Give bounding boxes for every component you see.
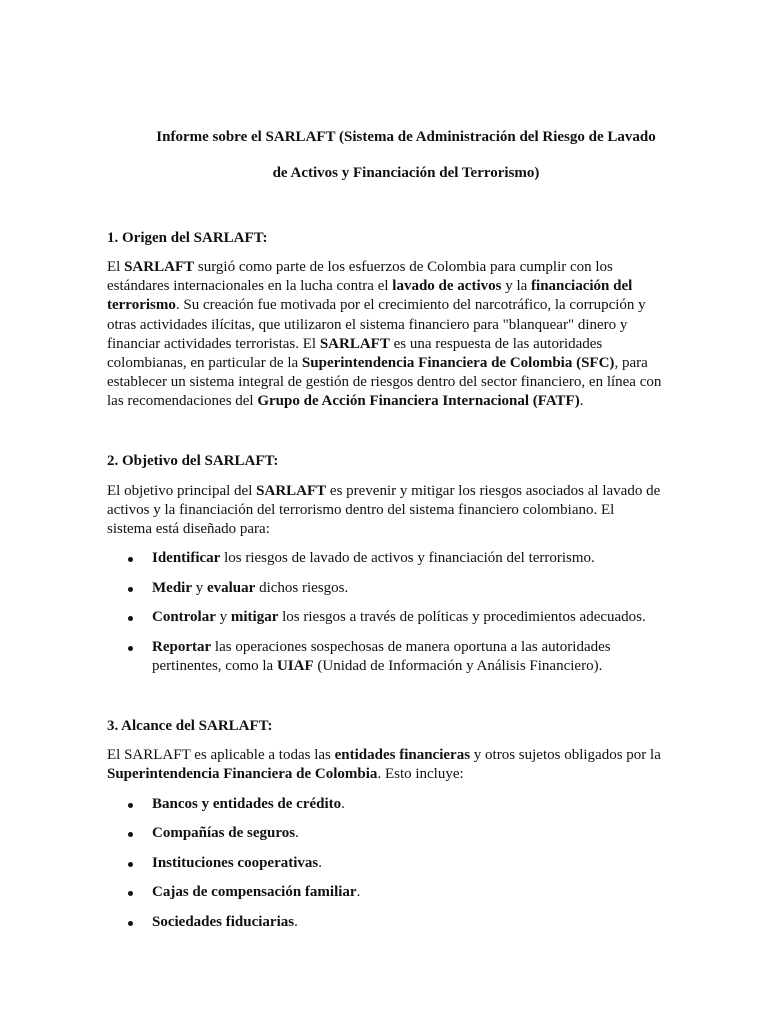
text: . [294,914,298,930]
bold-term: financiación del terrorismo [107,278,633,314]
bold-term: Medir [152,580,192,596]
bold-term: Bancos y entidades de crédito [152,796,342,812]
document-title-line-2: de Activos y Financiación del Terrorismo) [272,165,540,181]
text: los riesgos de lavado de activos y financiación del terrorismo. [220,550,595,566]
text: es una respuesta de las autoridades colombianas, en particular de la [107,335,603,372]
bold-term: SARLAFT [256,483,327,499]
bullet-icon [128,891,133,896]
list-item [107,824,662,843]
bold-term: SARLAFT [319,335,390,352]
bold-term: Instituciones cooperativas [152,855,319,871]
text: y [215,609,231,625]
bold-term: evaluar [206,580,256,596]
list-item [107,549,662,568]
bullet-icon [128,587,133,592]
bold-term: UIAF [276,658,314,675]
text: . Esto incluye: [377,766,464,783]
bullet-icon [128,921,133,926]
text: y la [501,278,532,295]
text: El objetivo principal del [107,483,257,499]
text: . [356,884,361,900]
text: surgió como parte de los esfuerzos de Colombia para cumplir con los estándares internacionales en la lucha contra el [107,259,613,295]
bold-term: mitigar [230,609,279,625]
list-item [107,608,662,627]
bold-term: Grupo de Acción Financiera Internacional (FATF) [257,393,580,410]
section-2-paragraph [107,482,662,540]
bullet-icon [128,557,133,562]
bullet-icon [128,862,133,867]
bold-term: Cajas de compensación familiar [152,884,357,900]
bold-term: SARLAFT [124,259,195,275]
text: dichos riesgos. [255,580,349,596]
bullet-icon [128,832,133,837]
list-item [107,883,662,902]
bold-term: Controlar [152,609,216,625]
bold-term: Compañías de seguros [152,825,296,841]
list-item [107,638,662,676]
list-item [107,913,662,932]
text: , para establecer un sistema integral de gestión de riesgos dentro del sector financiero, en línea con las recomendaciones del [107,355,662,410]
text: los riesgos a través de políticas y procedimientos adecuados. [278,609,646,625]
bullet-icon [128,646,133,651]
text: . Su creación fue motivada por el crecimiento del narcotráfico, la corrupción y otras actividades ilícitas, que utilizaron el sistema financiero para "blanquear" dinero y financiar actividades terroristas. El [107,297,646,352]
text: y [191,580,207,596]
bold-term: entidades financieras [334,747,471,763]
list-item [107,795,662,814]
section-3-paragraph [107,746,662,784]
bold-term: Sociedades fiduciarias [152,914,295,930]
text: . [341,796,345,812]
text: y otros sujetos obligados por la [470,747,661,763]
bold-term: Superintendencia Financiera de Colombia [107,766,378,783]
document-title-line-1: Informe sobre el SARLAFT (Sistema de Administración del Riesgo de Lavado [156,129,656,145]
text: (Unidad de Información y Análisis Financiero). [313,658,603,675]
text: El [107,259,125,275]
list-item [107,854,662,873]
text: es prevenir y mitigar los riesgos asociados al lavado de activos y la financiación del terrorismo dentro del sistema financiero colombiano. El sistema está diseñado para: [107,483,661,538]
text: las operaciones sospechosas de manera oportuna a las autoridades pertinentes, como la [152,639,611,675]
section-3-heading: 3. Alcance del SARLAFT: [107,718,273,734]
bold-term: lavado de activos [392,278,502,295]
text: El SARLAFT es aplicable a todas las [107,747,335,763]
bold-term: Superintendencia Financiera de Colombia (SFC) [301,355,615,372]
section-1-paragraph [107,258,662,412]
bullet-icon [128,616,133,621]
section-1-heading: 1. Origen del SARLAFT: [107,230,268,246]
text: . [579,393,584,410]
text: . [318,855,322,871]
section-2-heading: 2. Objetivo del SARLAFT: [107,453,279,469]
list-item [107,579,662,598]
bold-term: Identificar [152,550,221,566]
text: . [295,825,299,841]
bold-term: Reportar [152,639,212,655]
bullet-icon [128,803,133,808]
